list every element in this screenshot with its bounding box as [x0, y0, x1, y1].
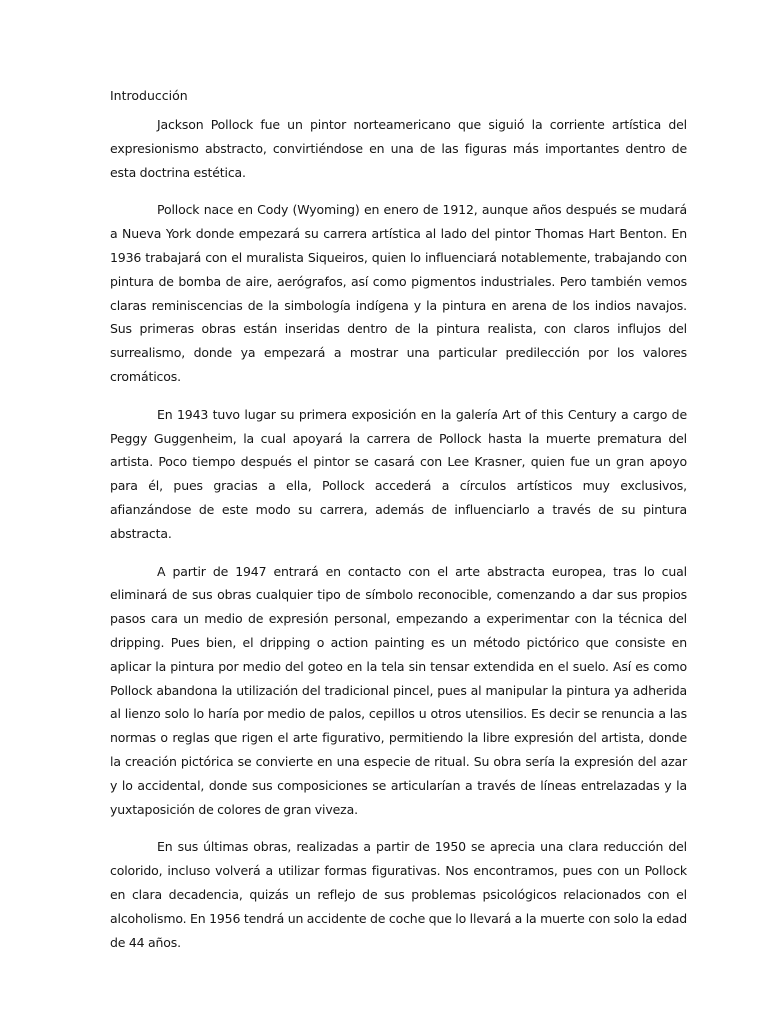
document-body — [110, 84, 687, 968]
paragraph-last-works: En sus últimas obras, realizadas a partir de 1950 se aprecia una clara reducción del colorido, incluso volverá a utilizar formas figurativas. Nos encontramos, pues con un Pollock en clara decadencia, quizás un reflejo de sus problemas psicológicos relacionados con el alcoholismo. En 1956 tendrá un accidente de coche que lo llevará a la muerte con solo la edad de 44 años. — [110, 839, 687, 950]
paragraph-early-life: Pollock nace en Cody (Wyoming) en enero de 1912, aunque años después se mudará a Nueva York donde empezará su carrera artística al lado del pintor Thomas Hart Benton. En 1936 trabajará con el muralista Siqueiros, quien lo influenciará notablemente, trabajando con pintura de bomba de aire, aerógrafos, así como pigmentos industriales. Pero también vemos claras reminiscencias de la simbología indígena y la pintura en arena de los indios navajos. Sus primeras obras están inseridas dentro de la pintura realista, con claros influjos del surrealismo, donde ya empezará a mostrar una particular predilección por los valores cromáticos. — [110, 202, 687, 384]
paragraph-intro: Jackson Pollock fue un pintor norteamericano que siguió la corriente artística del expresionismo abstracto, convirtiéndose en una de las figuras más importantes dentro de esta doctrina estética. — [110, 117, 687, 180]
paragraph-dripping: A partir de 1947 entrará en contacto con el arte abstracta europea, tras lo cual eliminará de sus obras cualquier tipo de símbolo reconocible, comenzando a dar sus propios pasos cara un medio de expresión personal, empezando a experimentar con la técnica del dripping. Pues bien, el dripping o action painting es un método pictórico que consiste en aplicar la pintura por medio del goteo en la tela sin tensar extendida en el suelo. Así es como Pollock abandona la utilización del tradicional pincel, pues al manipular la pintura ya adherida al lienzo solo lo haría por medio de palos, cepillos u otros utensilios. Es decir se renuncia a las normas o reglas que rigen el arte figurativo, permitiendo la libre expresión del artista, donde la creación pictórica se convierte en una especie de ritual. Su obra sería la expresión del azar y lo accidental, donde sus composiciones se articularían a través de líneas entrelazadas y la yuxtaposición de colores de gran viveza. — [110, 563, 687, 817]
paragraph-first-exhibition: En 1943 tuvo lugar su primera exposición en la galería Art of this Century a cargo de Peggy Guggenheim, la cual apoyará la carrera de Pollock hasta la muerte prematura del artista. Poco tiempo después el pintor se casará con Lee Krasner, quien fue un gran apoyo para él, pues gracias a ella, Pollock accederá a círculos artísticos muy exclusivos, afianzándose de este modo su carrera, además de influenciarlo a través de su pintura abstracta. — [110, 406, 687, 541]
document-heading: Introducción — [110, 88, 188, 103]
